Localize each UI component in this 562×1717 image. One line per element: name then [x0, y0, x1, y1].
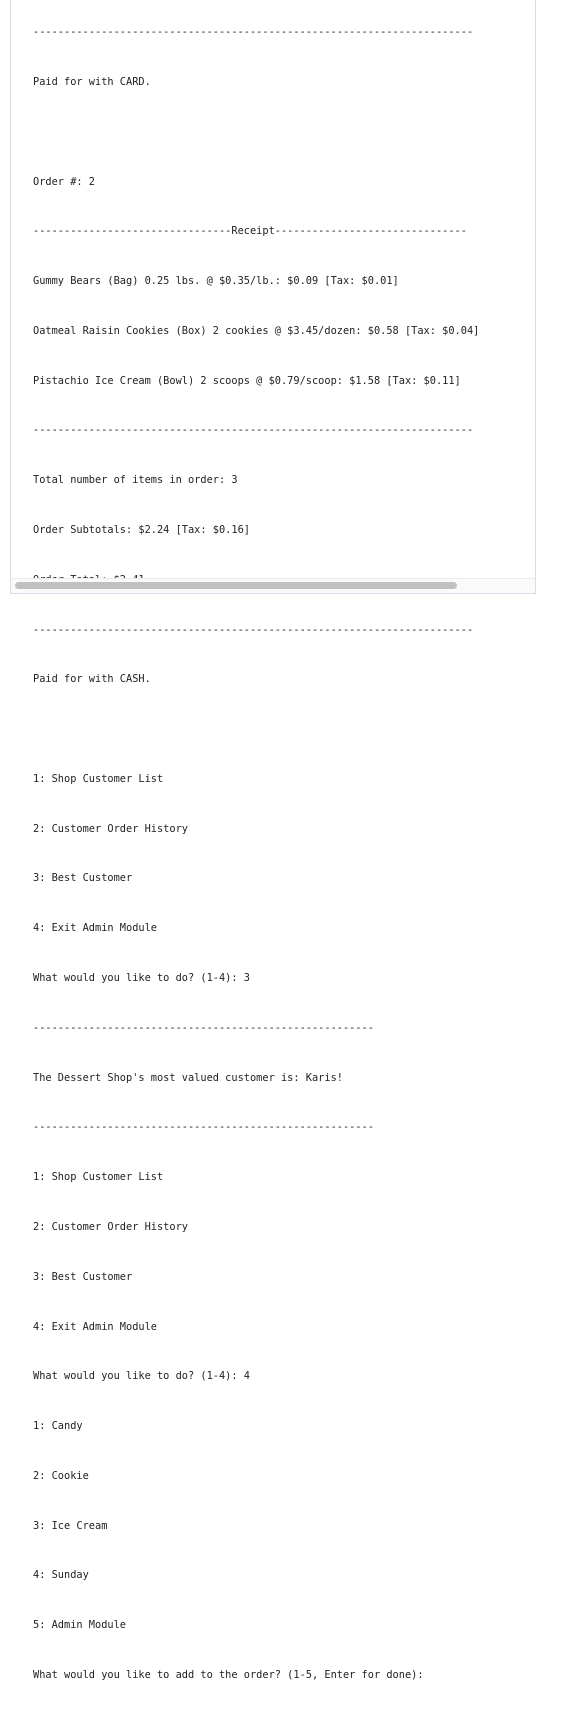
- order-number-line: Order #: 2: [33, 175, 95, 188]
- console-output-text: [33, 0, 533, 1717]
- prompt-line: What would you like to do? (1-4): 3: [33, 972, 250, 985]
- menu-option-line: 4: Exit Admin Module: [33, 922, 157, 935]
- menu-option-line: 4: Sunday: [33, 1569, 89, 1582]
- menu-option-line: 1: Shop Customer List: [33, 772, 164, 785]
- blank-line: [33, 721, 533, 738]
- console-output-panel[interactable]: [10, 0, 536, 1681]
- menu-option-line: 2: Cookie: [33, 1469, 89, 1482]
- best-customer-line: The Dessert Shop's most valued customer is: Karis!: [33, 1071, 343, 1084]
- payment-line: Paid for with CARD.: [33, 75, 151, 88]
- horizontal-scrollbar[interactable]: [11, 578, 535, 593]
- payment-line: Paid for with CASH.: [33, 673, 151, 686]
- menu-option-line: 5: Admin Module: [33, 1619, 126, 1632]
- scrollbar-thumb[interactable]: [15, 582, 457, 589]
- menu-option-line: 2: Customer Order History: [33, 822, 188, 835]
- menu-option-line: 3: Ice Cream: [33, 1519, 108, 1532]
- receipt-header-line: --------------------------------Receipt-------------------------------: [33, 225, 467, 238]
- separator-line: -------------------------------------------------------: [33, 1121, 374, 1134]
- separator-line: -----------------------------------------------------------------------: [33, 623, 474, 636]
- add-to-order-prompt-line: What would you like to add to the order? (1-5, Enter for done):: [33, 1668, 424, 1681]
- subtotal-line: Order Subtotals: $2.24 [Tax: $0.16]: [33, 524, 250, 536]
- menu-option-line: 3: Best Customer: [33, 1270, 133, 1283]
- separator-line: -------------------------------------------------------: [33, 1021, 374, 1034]
- menu-option-line: 2: Customer Order History: [33, 1220, 188, 1233]
- menu-option-line: 1: Shop Customer List: [33, 1171, 164, 1184]
- menu-option-line: 1: Candy: [33, 1420, 83, 1433]
- separator-line: -----------------------------------------------------------------------: [33, 424, 474, 437]
- receipt-item-line: Gummy Bears (Bag) 0.25 lbs. @ $0.35/lb.: $0.09 [Tax: $0.01]: [33, 275, 399, 288]
- receipt-item-line: Oatmeal Raisin Cookies (Box) 2 cookies @ $3.45/dozen: $0.58 [Tax: $0.04]: [33, 324, 480, 337]
- menu-option-line: 3: Best Customer: [33, 872, 133, 885]
- receipt-item-line: Pistachio Ice Cream (Bowl) 2 scoops @ $0.79/scoop: $1.58 [Tax: $0.11]: [33, 374, 461, 387]
- prompt-line: What would you like to do? (1-4): 4: [33, 1370, 250, 1383]
- blank-line: [33, 124, 533, 141]
- menu-option-line: 4: Exit Admin Module: [33, 1320, 157, 1333]
- separator-line: -----------------------------------------------------------------------: [33, 26, 474, 39]
- item-count-line: Total number of items in order: 3: [33, 474, 238, 487]
